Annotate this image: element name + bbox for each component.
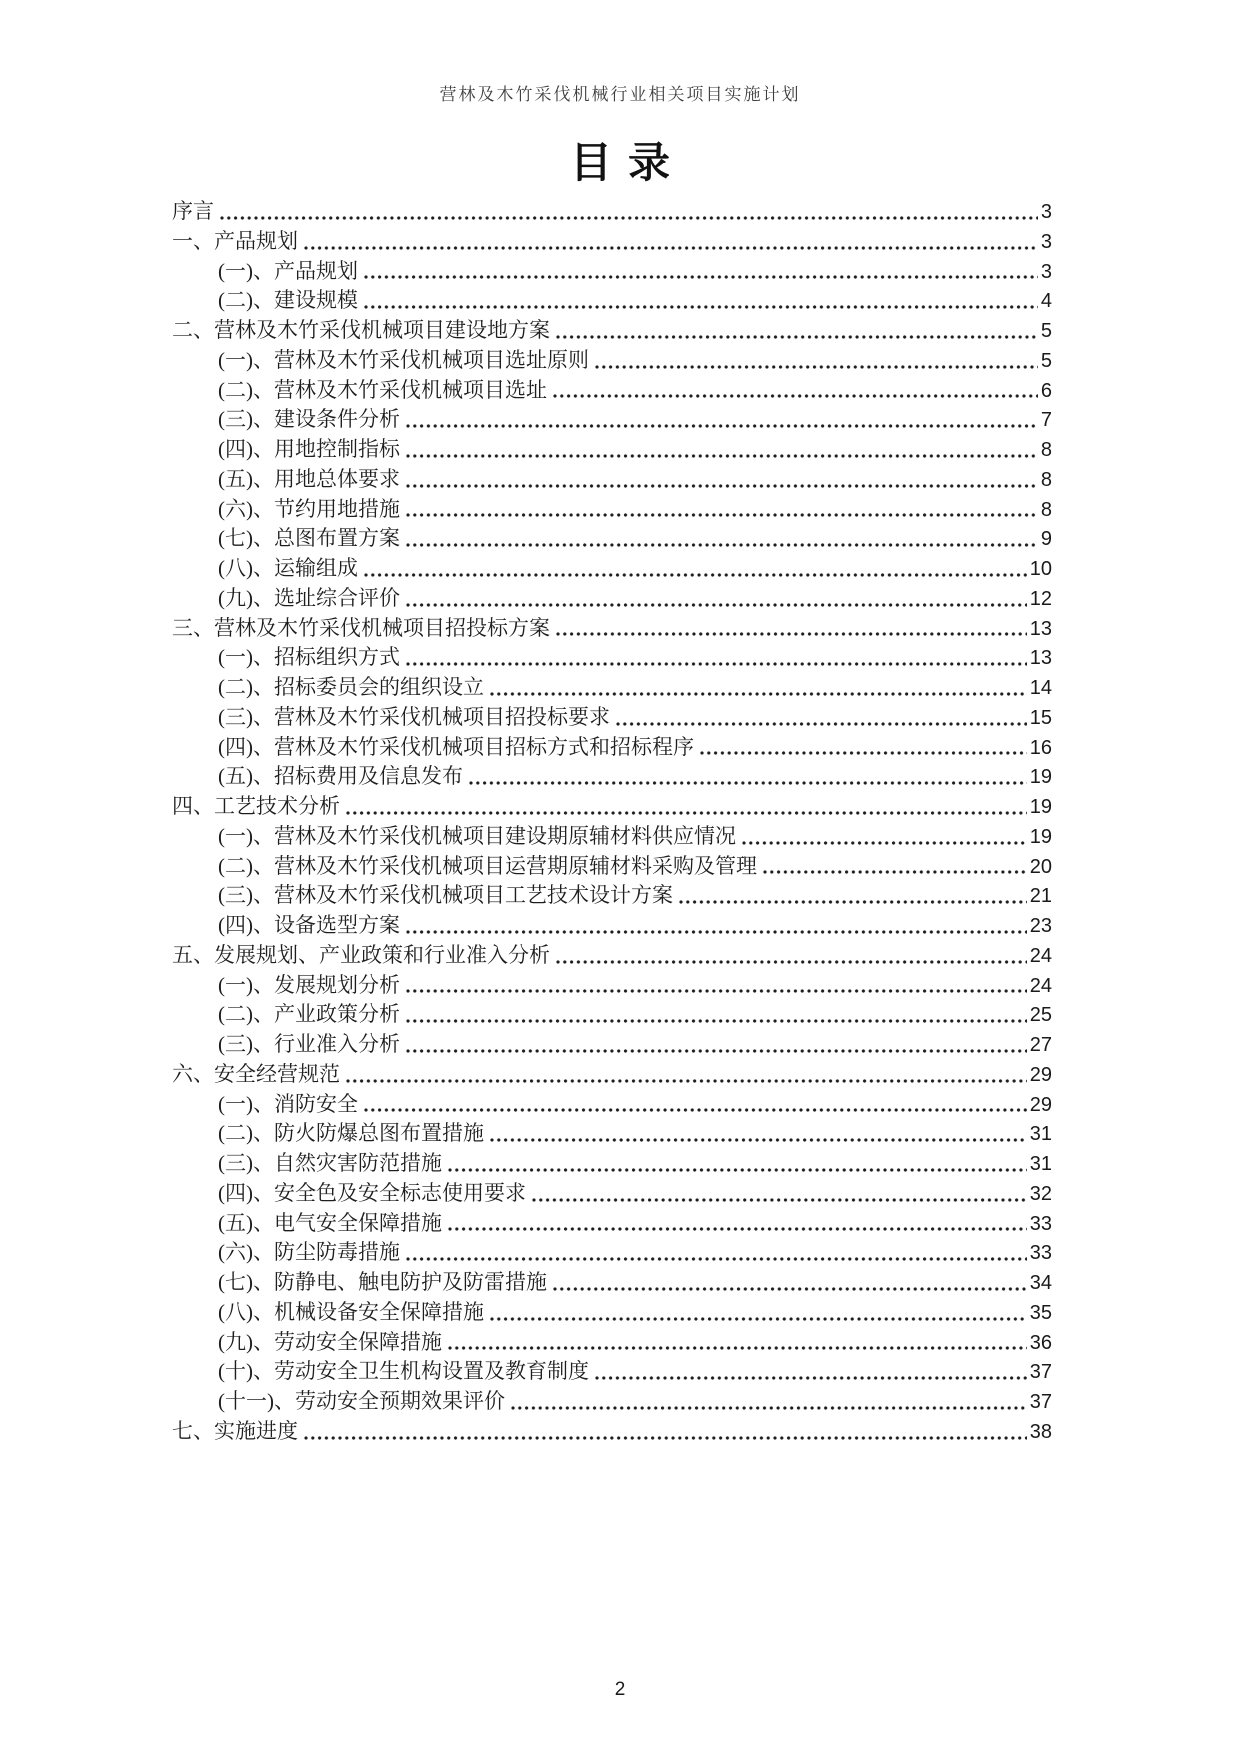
toc-entry-label: (三)、营林及木竹采伐机械项目招投标要求 [218,704,610,729]
toc-entry-label: (五)、电气安全保障措施 [218,1210,442,1235]
toc-entry-label: (五)、招标费用及信息发布 [218,764,463,789]
dot-leader [406,930,1027,934]
toc-entry-label: (八)、运输组成 [218,556,358,580]
toc-entry[interactable] [172,1149,1052,1179]
toc-entry-page: 3 [1040,230,1052,253]
toc-entry-label: (一)、消防安全 [218,1091,358,1116]
toc-entry-page: 13 [1029,647,1052,670]
toc-entry-label: (六)、节约用地措施 [218,496,400,521]
dot-leader [490,1317,1027,1321]
toc-entry-label: (二)、产业政策分析 [218,1002,400,1027]
toc-entry-label: 七、实施进度 [172,1418,298,1443]
toc-entry-page: 9 [1040,528,1052,551]
toc-entry[interactable] [172,643,1052,673]
toc-entry-label: 六、安全经营规范 [172,1061,340,1086]
toc-entry[interactable] [172,703,1052,733]
toc-entry[interactable] [172,584,1052,614]
toc-entry[interactable] [172,346,1052,376]
toc-entry-label: (二)、防火防爆总图布置措施 [218,1121,484,1146]
toc-entry[interactable] [172,405,1052,435]
toc-entry[interactable] [172,1000,1052,1030]
toc-entry-label: (一)、产品规划 [218,258,358,283]
toc-entry-page: 14 [1029,677,1052,699]
toc-entry-label: (十)、劳动安全卫生机构设置及教育制度 [218,1359,589,1384]
dot-leader [511,1406,1027,1410]
toc-entry-page: 3 [1040,260,1052,283]
toc-entry[interactable] [172,881,1052,911]
toc-entry-page: 24 [1029,974,1052,997]
toc-entry-label: (二)、营林及木竹采伐机械项目运营期原辅材料采购及管理 [218,853,757,878]
toc-entry-page: 37 [1029,1361,1052,1384]
toc-entry-label: (四)、设备选型方案 [218,913,400,937]
toc-entry-page: 5 [1040,349,1052,372]
toc-entry-label: (三)、自然灾害防范措施 [218,1151,442,1175]
toc-entry-label: (九)、劳动安全保障措施 [218,1329,442,1354]
toc-entry-page: 6 [1040,379,1052,402]
dot-leader [490,692,1027,696]
toc-entry-page: 19 [1029,766,1052,789]
dot-leader [532,1198,1027,1202]
toc-entry-label: (二)、建设规模 [218,288,358,313]
toc-entry-page: 36 [1029,1331,1052,1354]
toc-entry[interactable] [172,1119,1052,1149]
toc-entry[interactable] [172,465,1052,495]
dot-leader [364,1108,1027,1112]
toc-entry[interactable] [172,1328,1052,1358]
toc-entry-page: 20 [1029,855,1052,878]
footer-page-number: 2 [614,1679,626,1700]
toc-entry-label: (二)、营林及木竹采伐机械项目选址 [218,377,547,402]
toc-entry-label: (八)、机械设备安全保障措施 [218,1299,484,1324]
toc-entry-label: (四)、营林及木竹采伐机械项目招标方式和招标程序 [218,734,694,759]
toc-entry[interactable] [172,524,1052,554]
toc-entry[interactable] [172,1179,1052,1209]
toc-entry[interactable] [172,852,1052,882]
toc-entry[interactable] [172,1238,1052,1268]
toc-entry-page: 37 [1029,1391,1052,1413]
toc-entry[interactable] [172,1209,1052,1239]
toc-entry-label: (七)、总图布置方案 [218,526,400,551]
dot-leader [553,1287,1027,1291]
dot-leader [406,424,1038,428]
dot-leader [406,454,1038,458]
toc-entry-label: (七)、防静电、触电防护及防雷措施 [218,1270,547,1294]
toc-entry[interactable] [172,227,1052,257]
toc-entry-label: (六)、防尘防毒措施 [218,1240,400,1265]
toc-entry[interactable] [172,316,1052,346]
toc-entry-page: 29 [1029,1093,1052,1116]
dot-leader [679,900,1027,904]
dot-leader [556,632,1027,636]
dot-leader [556,960,1027,964]
toc-entry[interactable] [172,286,1052,316]
dot-leader [364,573,1027,577]
dot-leader [406,1049,1027,1053]
toc-entry-label: 一、产品规划 [172,228,298,253]
toc-entry-page: 15 [1029,706,1052,729]
toc-entry[interactable] [172,971,1052,1001]
dot-leader [490,1138,1027,1142]
toc-entry-label: (五)、用地总体要求 [218,466,400,491]
toc-entry[interactable] [172,554,1052,584]
toc-entry-page: 8 [1040,468,1052,491]
toc-entry-page: 8 [1040,498,1052,521]
toc-entry[interactable] [172,1030,1052,1060]
toc-entry-page: 31 [1029,1123,1052,1146]
dot-leader [406,989,1027,993]
toc-entry-label: 序言 [172,199,214,223]
dot-leader [448,1168,1027,1172]
toc-entry[interactable] [172,911,1052,941]
dot-leader [700,751,1027,755]
toc-entry-label: (二)、招标委员会的组织设立 [218,675,484,699]
toc-entry[interactable] [172,435,1052,465]
toc-entry-page: 35 [1029,1301,1052,1324]
toc-entry[interactable] [172,1060,1052,1090]
toc-entry-label: (三)、行业准入分析 [218,1032,400,1056]
toc-title: 目录 [569,141,686,187]
toc-entry[interactable] [172,762,1052,792]
toc-entry-page: 19 [1029,825,1052,848]
toc-entry[interactable] [172,614,1052,644]
dot-leader [469,781,1027,785]
dot-leader [763,870,1027,874]
toc-entry-label: 四、工艺技术分析 [172,794,340,818]
dot-leader [406,543,1038,547]
toc-entry-label: (一)、发展规划分析 [218,972,400,997]
toc-entry-label: 五、发展规划、产业政策和行业准入分析 [172,942,550,967]
toc-entry-page: 38 [1029,1420,1052,1443]
dot-leader [553,394,1038,398]
toc-entry-page: 33 [1029,1212,1052,1235]
dot-leader [742,841,1027,845]
toc-entry[interactable] [172,495,1052,525]
toc-entry-page: 27 [1029,1034,1052,1056]
toc-entry-label: (一)、营林及木竹采伐机械项目选址原则 [218,347,589,372]
toc-entry[interactable] [172,197,1052,227]
toc-entry-page: 13 [1029,617,1052,640]
toc-entry[interactable] [172,1357,1052,1387]
dot-leader [406,603,1027,607]
dot-leader [406,1019,1027,1023]
toc-entry-label: (一)、招标组织方式 [218,645,400,670]
dot-leader [304,1436,1027,1440]
dot-leader [364,305,1038,309]
toc-entry-page: 5 [1040,320,1052,342]
toc-entry-page: 33 [1029,1242,1052,1265]
toc-entry-label: 二、营林及木竹采伐机械项目建设地方案 [172,318,550,342]
toc-entry-page: 3 [1040,201,1052,223]
dot-leader [406,513,1038,517]
toc-entry[interactable] [172,1387,1052,1417]
dot-leader [595,365,1038,369]
toc-entry-label: (一)、营林及木竹采伐机械项目建设期原辅材料供应情况 [218,823,736,848]
toc-entry-page: 24 [1029,944,1052,967]
toc-entry-page: 34 [1029,1272,1052,1294]
toc-entry-page: 29 [1029,1063,1052,1086]
toc-entry[interactable] [172,1298,1052,1328]
dot-leader [448,1346,1027,1350]
toc-entry-page: 21 [1029,885,1052,908]
toc-entry-label: (三)、建设条件分析 [218,407,400,432]
document-header-title: 营林及木竹采伐机械行业相关项目实施计划 [439,85,801,104]
toc-entry[interactable] [172,376,1052,406]
toc-entry[interactable] [172,1268,1052,1298]
toc-entry-page: 10 [1029,558,1052,580]
toc-entry-page: 32 [1029,1182,1052,1205]
dot-leader [595,1376,1027,1380]
toc-entry-label: (十一)、劳动安全预期效果评价 [218,1389,505,1413]
toc-entry-page: 8 [1040,439,1052,461]
toc-entry-label: (四)、安全色及安全标志使用要求 [218,1180,526,1205]
toc-entry[interactable] [172,673,1052,703]
toc-entry-page: 16 [1029,736,1052,759]
toc-entry-label: (三)、营林及木竹采伐机械项目工艺技术设计方案 [218,883,673,908]
dot-leader [220,216,1038,220]
dot-leader [556,335,1038,339]
toc-entry[interactable] [172,1417,1052,1447]
toc-entry-page: 12 [1029,587,1052,610]
toc-entry-label: 三、营林及木竹采伐机械项目招投标方案 [172,615,550,640]
toc-entry-page: 23 [1029,915,1052,937]
dot-leader [448,1227,1027,1231]
toc-entry-label: (九)、选址综合评价 [218,585,400,610]
toc-entry-page: 7 [1040,409,1052,432]
dot-leader [364,275,1038,279]
toc-entry-page: 25 [1029,1004,1052,1027]
toc-entry[interactable] [172,257,1052,287]
dot-leader [406,1257,1027,1261]
dot-leader [406,662,1027,666]
toc-entry[interactable] [172,941,1052,971]
toc-entry-page: 4 [1040,290,1052,313]
toc-entry[interactable] [172,822,1052,852]
dot-leader [616,722,1027,726]
toc-entry-page: 19 [1029,796,1052,818]
toc-entry[interactable] [172,1090,1052,1120]
dot-leader [346,1079,1027,1083]
toc-list [172,197,1052,1447]
dot-leader [406,484,1038,488]
dot-leader [346,811,1027,815]
toc-entry[interactable] [172,792,1052,822]
toc-entry[interactable] [172,733,1052,763]
toc-entry-page: 31 [1029,1153,1052,1175]
toc-entry-label: (四)、用地控制指标 [218,437,400,461]
dot-leader [304,246,1038,250]
